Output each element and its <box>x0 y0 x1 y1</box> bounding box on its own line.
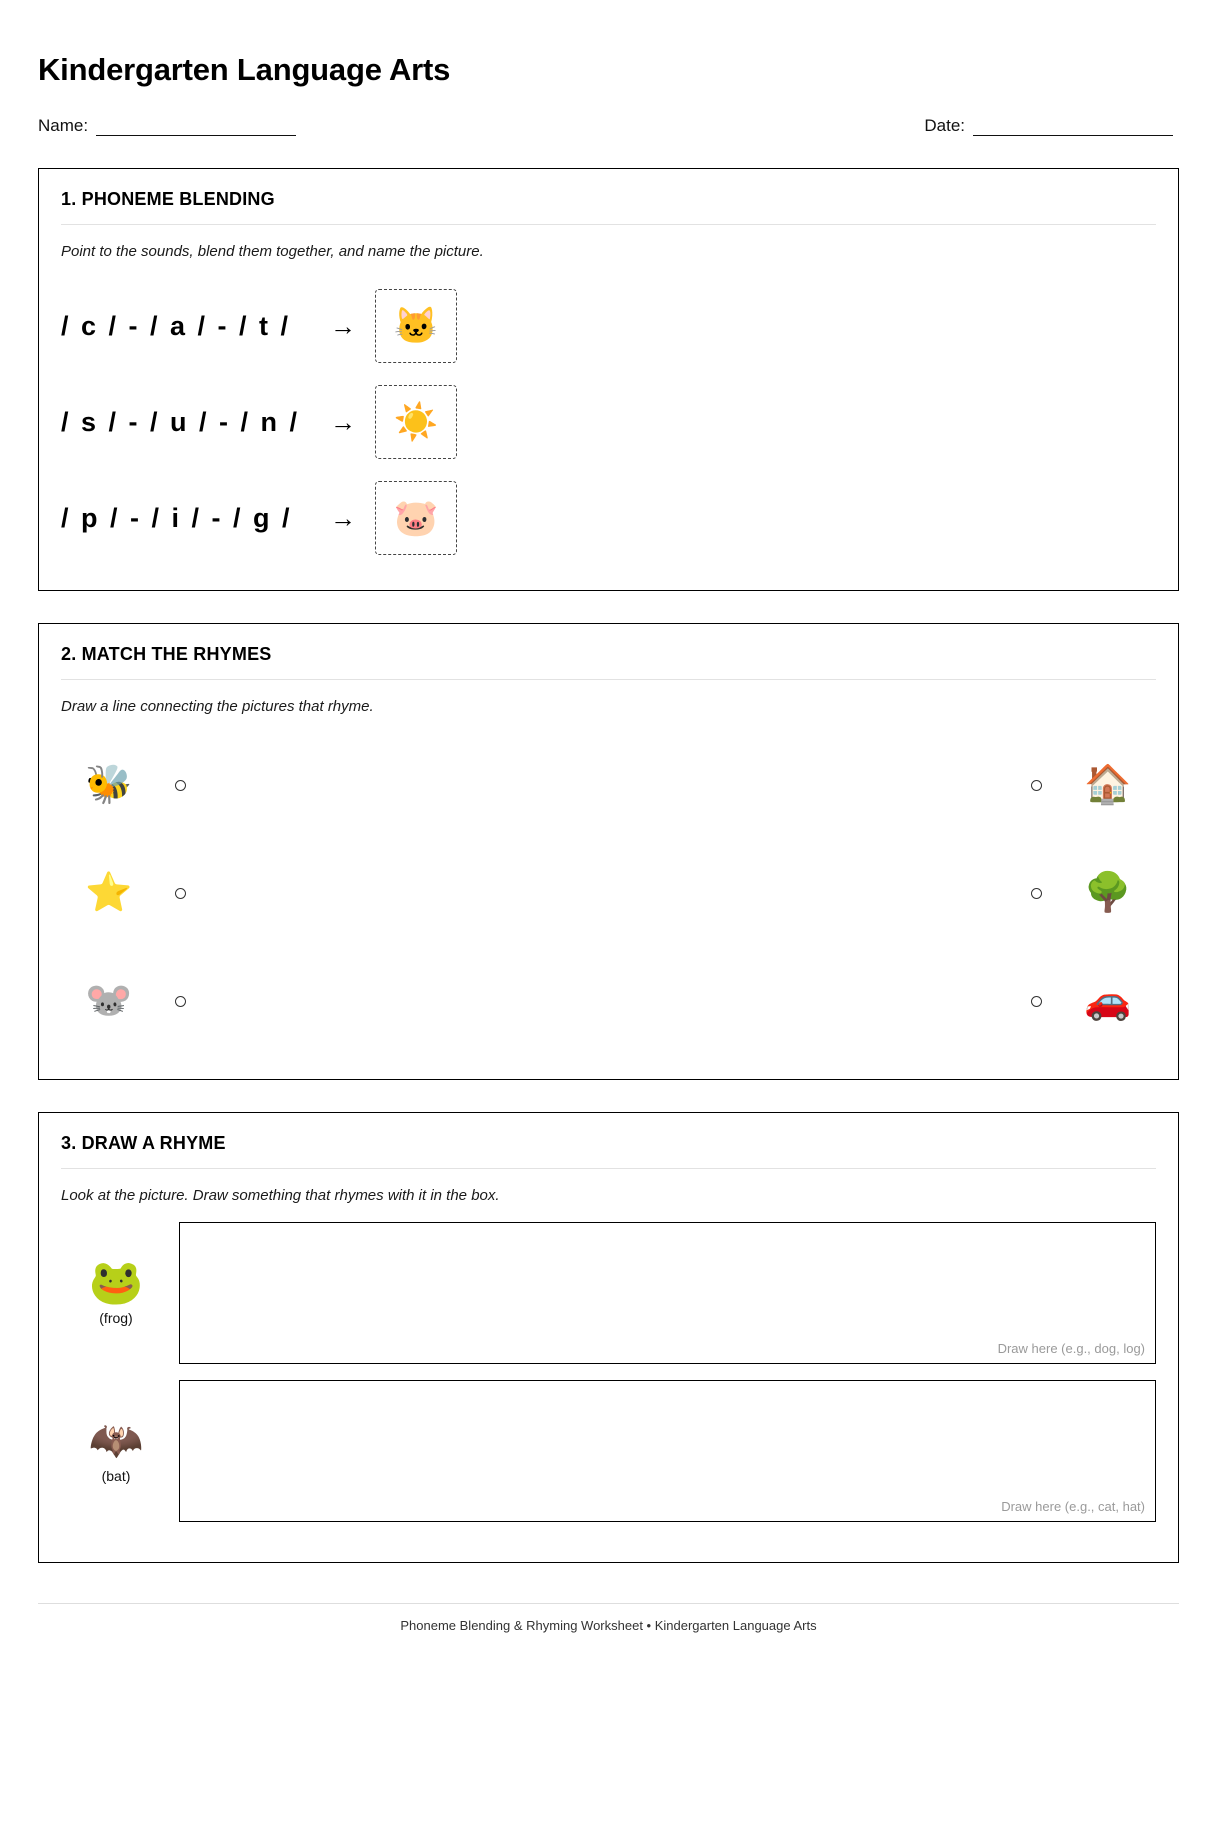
section-draw-a-rhyme <box>38 1112 1179 1563</box>
match-row <box>61 947 1156 1055</box>
blend-row <box>61 278 1156 374</box>
bee-emoji: 🐝 <box>85 764 133 806</box>
match-left-item <box>61 874 251 912</box>
sun-emoji: ☀️ <box>393 401 439 442</box>
section-match-the-rhymes <box>38 623 1179 1080</box>
frog-emoji: 🐸 <box>88 1257 144 1307</box>
footer-text: Phoneme Blending & Rhyming Worksheet • Kindergarten Language Arts <box>400 1618 817 1633</box>
match-right-item <box>966 982 1156 1020</box>
match-right-dot[interactable] <box>1031 888 1042 899</box>
section3-instruction: Look at the picture. Draw something that rhymes with it in the box. <box>61 1187 500 1204</box>
phoneme-sequence: / s / - / u / - / n / <box>61 406 300 437</box>
star-emoji: ⭐ <box>85 872 133 914</box>
match-left-item <box>61 982 251 1020</box>
section1-divider <box>61 224 1156 225</box>
section2-title: 2. MATCH THE RHYMES <box>61 644 272 664</box>
section2-instruction: Draw a line connecting the pictures that rhyme. <box>61 698 374 715</box>
match-left-dot[interactable] <box>175 780 186 791</box>
house-emoji: 🏠 <box>1084 764 1132 806</box>
arrow-right-icon: → <box>330 407 356 437</box>
name-write-line[interactable] <box>96 121 296 136</box>
section-phoneme-blending <box>38 168 1179 591</box>
draw-row-list <box>61 1222 1156 1522</box>
section2-divider <box>61 679 1156 680</box>
draw-area[interactable] <box>179 1222 1156 1364</box>
student-meta-row <box>38 116 1179 136</box>
match-right-dot[interactable] <box>1031 996 1042 1007</box>
page-footer <box>38 1603 1179 1653</box>
match-left-dot[interactable] <box>175 996 186 1007</box>
section1-title: 1. PHONEME BLENDING <box>61 189 275 209</box>
match-row <box>61 731 1156 839</box>
draw-hint-text: Draw here (e.g., dog, log) <box>997 1341 1145 1356</box>
draw-caption: (bat) <box>101 1468 131 1485</box>
match-row-list <box>61 731 1156 1055</box>
cat-emoji: 🐱 <box>393 305 439 346</box>
tree-emoji: 🌳 <box>1084 872 1132 914</box>
draw-prompt <box>61 1415 171 1485</box>
section3-divider <box>61 1168 1156 1169</box>
draw-prompt <box>61 1257 171 1327</box>
phoneme-sequence: / p / - / i / - / g / <box>61 502 292 533</box>
match-right-item <box>966 874 1156 912</box>
blend-row <box>61 470 1156 566</box>
match-right-item <box>966 766 1156 804</box>
page-title: Kindergarten Language Arts <box>38 52 451 87</box>
blend-picture-box <box>375 289 457 363</box>
arrow-right-icon: → <box>330 503 356 533</box>
match-row <box>61 839 1156 947</box>
draw-caption: (frog) <box>99 1310 133 1327</box>
draw-row <box>61 1380 1156 1522</box>
match-left-item <box>61 766 251 804</box>
car-emoji: 🚗 <box>1084 980 1132 1022</box>
name-field-group <box>38 116 296 136</box>
mouse-emoji: 🐭 <box>85 980 133 1022</box>
arrow-right-icon: → <box>330 311 356 341</box>
draw-row <box>61 1222 1156 1364</box>
section3-title: 3. DRAW A RHYME <box>61 1133 226 1153</box>
date-write-line[interactable] <box>973 121 1173 136</box>
blend-row <box>61 374 1156 470</box>
draw-hint-text: Draw here (e.g., cat, hat) <box>1001 1499 1145 1514</box>
bat-emoji: 🦇 <box>88 1415 144 1465</box>
match-right-dot[interactable] <box>1031 780 1042 791</box>
match-left-dot[interactable] <box>175 888 186 899</box>
name-label: Name: <box>38 116 89 135</box>
pig-emoji: 🐷 <box>393 497 439 538</box>
date-label: Date: <box>924 116 965 135</box>
draw-area[interactable] <box>179 1380 1156 1522</box>
blend-row-list <box>61 278 1156 566</box>
section1-instruction: Point to the sounds, blend them together, and name the picture. <box>61 243 484 260</box>
blend-picture-box <box>375 385 457 459</box>
phoneme-sequence: / c / - / a / - / t / <box>61 310 291 341</box>
date-field-group <box>924 116 1173 136</box>
blend-picture-box <box>375 481 457 555</box>
